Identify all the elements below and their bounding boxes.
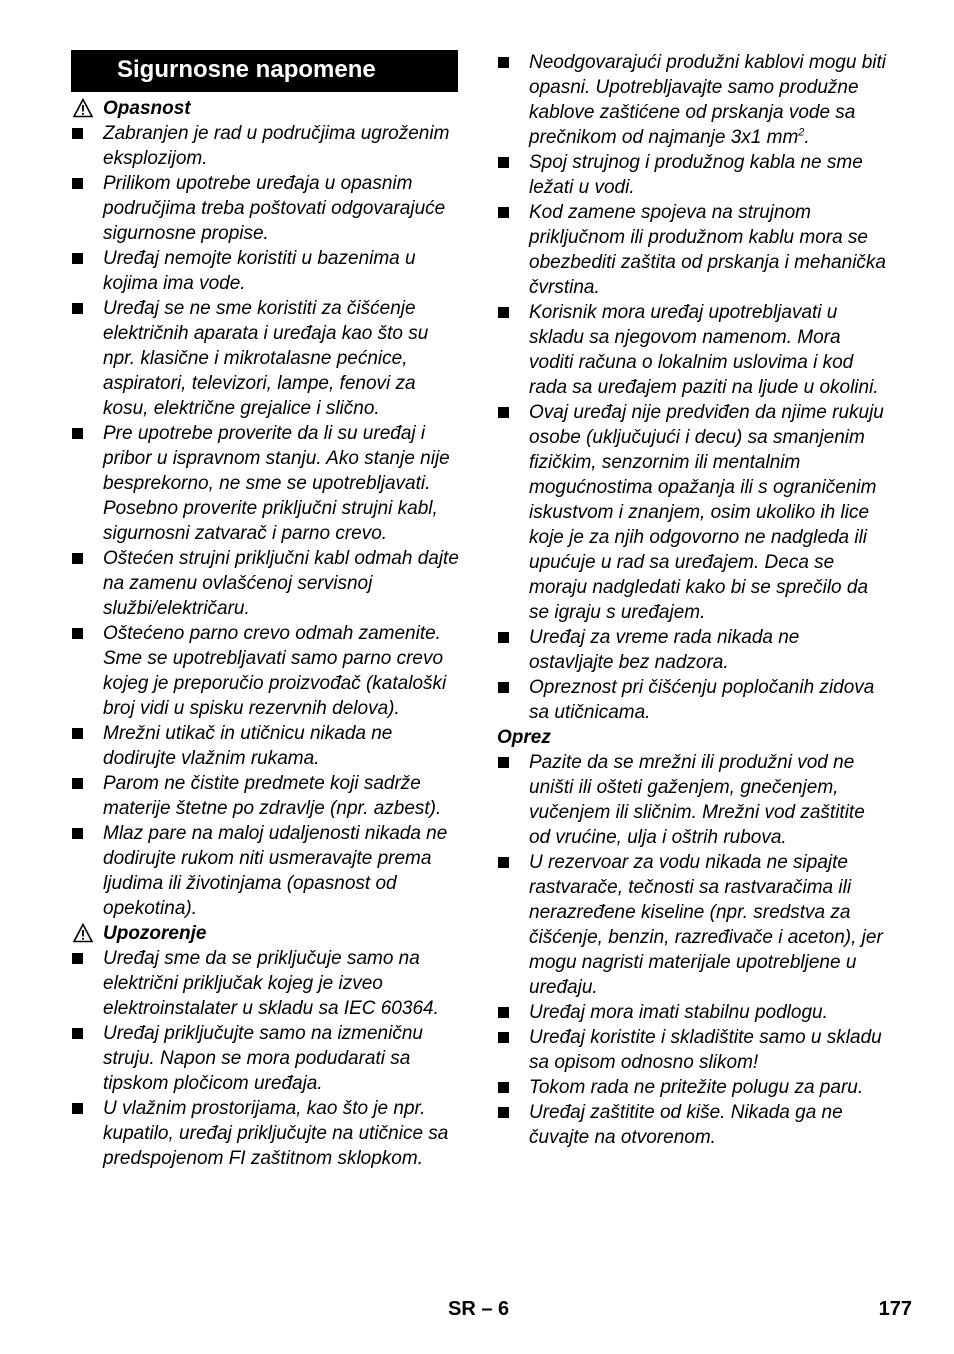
heading-oprez: Oprez — [497, 727, 551, 748]
list-item: Opreznost pri čišćenju popločanih zidova sa utičnicama. — [497, 675, 887, 725]
list-item: Uređaj mora imati stabilnu podlogu. — [497, 1000, 887, 1025]
list-item: Oštećen strujni priključni kabl odmah dajte na zamenu ovlašćenoj servisnoj službi/električaru. — [71, 546, 461, 621]
list-item: U rezervoar za vodu nikada ne sipajte rastvarače, tečnosti sa rastvaračima ili nerazređene kiseline (npr. sredstva za čišćenje, benzin, razređivače i aceton), jer mogu nagristi materijale upotrebljene u uređaju. — [497, 850, 887, 1000]
heading-text: Opasnost — [103, 98, 191, 119]
superscript: 2 — [798, 126, 805, 139]
list-item: Uređaj za vreme rada nikada ne ostavljajte bez nadzora. — [497, 625, 887, 675]
heading-text: Upozorenje — [103, 923, 207, 944]
list-item-suffix: . — [804, 127, 810, 148]
list-item: Uređaj priključujte samo na izmeničnu struju. Napon se mora podudarati sa tipskom pločicom uređaja. — [71, 1021, 461, 1096]
list-item: Uređaj sme da se priključuje samo na električni priključak kojeg je izveo elektroinstalater u skladu sa IEC 60364. — [71, 946, 461, 1021]
list-upozorenje — [71, 946, 461, 1171]
warning-triangle-icon — [73, 98, 93, 118]
heading-upozorenje — [71, 921, 461, 946]
page-number: 177 — [878, 1298, 912, 1320]
section-title: Sigurnosne napomene — [71, 50, 458, 92]
warning-triangle-icon — [73, 923, 93, 943]
list-upozorenje-continued — [497, 50, 887, 725]
page-label: SR – 6 — [448, 1298, 510, 1320]
list-item: Uređaj zaštitite od kiše. Nikada ga ne čuvajte na otvorenom. — [497, 1100, 887, 1150]
list-item: Pazite da se mrežni ili produžni vod ne uništi ili ošteti gaženjem, gnečenjem, vučenjem ili sličnim. Mrežni vod zaštitite od vrućine, ulja i oštrih rubova. — [497, 750, 887, 850]
list-item-text: Neodgovarajući produžni kablovi mogu biti opasni. Upotrebljavajte samo produžne kablove zaštićene od prskanja vode sa prečnikom od najmanje 3x1 mm — [529, 52, 886, 148]
heading-opasnost — [71, 96, 461, 121]
list-item: Oštećeno parno crevo odmah zamenite. Sme se upotrebljavati samo parno crevo kojeg je preporučio proizvođač (kataloški broj vidi u spisku rezervnih delova). — [71, 621, 461, 721]
list-item — [497, 50, 887, 150]
list-item: Tokom rada ne pritežite polugu za paru. — [497, 1075, 887, 1100]
list-oprez — [497, 750, 887, 1150]
list-opasnost — [71, 121, 461, 921]
list-item: Pre upotrebe proverite da li su uređaj i pribor u ispravnom stanju. Ako stanje nije besprekorno, ne sme se upotrebljavati. Posebno proverite priključni strujni kabl, sigurnosni zatvarač i parno crevo. — [71, 421, 461, 546]
left-column — [71, 50, 461, 1171]
list-item: Ovaj uređaj nije predviđen da njime rukuju osobe (uključujući i decu) sa smanjenim fizičkim, senzornim ili mentalnim mogućnostima opažanja ili s ograničenim iskustvom i znanjem, osim ukoliko ih lice koje je za njih odgovorno ne nadgleda ili upućuje u rad sa uređajem. Deca se moraju nadgledati kako bi se sprečilo da se igraju s uređajem. — [497, 400, 887, 625]
list-item: Mlaz pare na maloj udaljenosti nikada ne dodirujte rukom niti usmeravajte prema ljudima ili životinjama (opasnost od opekotina). — [71, 821, 461, 921]
list-item: Uređaj se ne sme koristiti za čišćenje električnih aparata i uređaja kao što su npr. klasične i mikrotalasne pećnice, aspiratori, televizori, lampe, fenovi za kosu, električne grejalice i slično. — [71, 296, 461, 421]
list-item: Zabranjen je rad u područjima ugroženim eksplozijom. — [71, 121, 461, 171]
list-item: U vlažnim prostorijama, kao što je npr. kupatilo, uređaj priključujte na utičnice sa predspojenom FI zaštitnom sklopkom. — [71, 1096, 461, 1171]
list-item: Parom ne čistite predmete koji sadrže materije štetne po zdravlje (npr. azbest). — [71, 771, 461, 821]
list-item: Uređaj nemojte koristiti u bazenima u kojima ima vode. — [71, 246, 461, 296]
list-item: Spoj strujnog i produžnog kabla ne sme ležati u vodi. — [497, 150, 887, 200]
right-column — [497, 50, 887, 1150]
list-item: Mrežni utikač in utičnicu nikada ne dodirujte vlažnim rukama. — [71, 721, 461, 771]
list-item: Korisnik mora uređaj upotrebljavati u skladu sa njegovom namenom. Mora voditi računa o lokalnim uslovima i kod rada sa uređajem paziti na ljude u okolini. — [497, 300, 887, 400]
list-item: Kod zamene spojeva na strujnom priključnom ili produžnom kablu mora se obezbediti zaštita od prskanja i mehanička čvrstina. — [497, 200, 887, 300]
list-item: Uređaj koristite i skladištite samo u skladu sa opisom odnosno slikom! — [497, 1025, 887, 1075]
list-item: Prilikom upotrebe uređaja u opasnim područjima treba poštovati odgovarajuće sigurnosne propise. — [71, 171, 461, 246]
